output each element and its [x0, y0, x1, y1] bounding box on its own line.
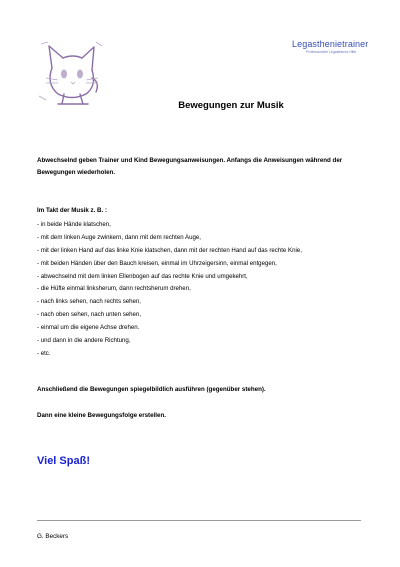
- mirror-instruction: Anschließend die Bewegungen spiegelbildlich ausführen (gegenüber stehen).: [37, 386, 266, 393]
- list-item: - mit dem linken Auge zwinkern, dann mit dem rechten Auge,: [37, 233, 201, 241]
- movement-list: [37, 219, 302, 361]
- logo-subtitle: Professionelle Legasthenie-Hilfe: [306, 50, 357, 54]
- list-item: - etc.: [37, 349, 51, 357]
- list-item: - und dann in die andere Richtung,: [37, 337, 131, 345]
- sequence-instruction: Dann eine kleine Bewegungsfolge erstellen.: [37, 412, 166, 419]
- closing-text: Viel Spaß!: [37, 455, 90, 467]
- author-name: G. Beckers: [37, 533, 69, 540]
- list-item: - in beide Hände klatschen,: [37, 221, 111, 228]
- section-heading: Im Takt der Musik z. B. :: [37, 207, 108, 214]
- list-item: - einmal um die eigene Achse drehen.: [37, 324, 140, 332]
- list-item: - mit der linken Hand auf das linke Knie klatschen, dann mit der rechten Hand auf das rechte Knie,: [37, 246, 302, 254]
- intro-paragraph: Abwechselnd geben Trainer und Kind Bewegungsanweisungen. Anfangs die Anweisungen während der Bewegungen wiederholen.: [37, 157, 343, 176]
- logo-title: Legasthenietrainer: [292, 39, 369, 49]
- list-item: - mit beiden Händen über den Bauch kreisen, einmal im Uhrzeigersinn, einmal entgegen,: [37, 259, 277, 267]
- list-item: - nach oben sehen, nach unten sehen,: [37, 311, 142, 319]
- list-item: - nach links sehen, nach rechts sehen,: [37, 298, 141, 306]
- footer-divider: [37, 520, 361, 521]
- brand-logo: [292, 39, 374, 54]
- list-item: - abwechselnd mit dem linken Ellenbogen auf das rechte Knie und umgekehrt,: [37, 272, 248, 280]
- list-item: - die Hüfte einmal linksherum, dann rechtsherum drehen,: [37, 285, 191, 293]
- cat-drawing-icon: [36, 38, 104, 108]
- page-title: Bewegungen zur Musik: [178, 100, 284, 111]
